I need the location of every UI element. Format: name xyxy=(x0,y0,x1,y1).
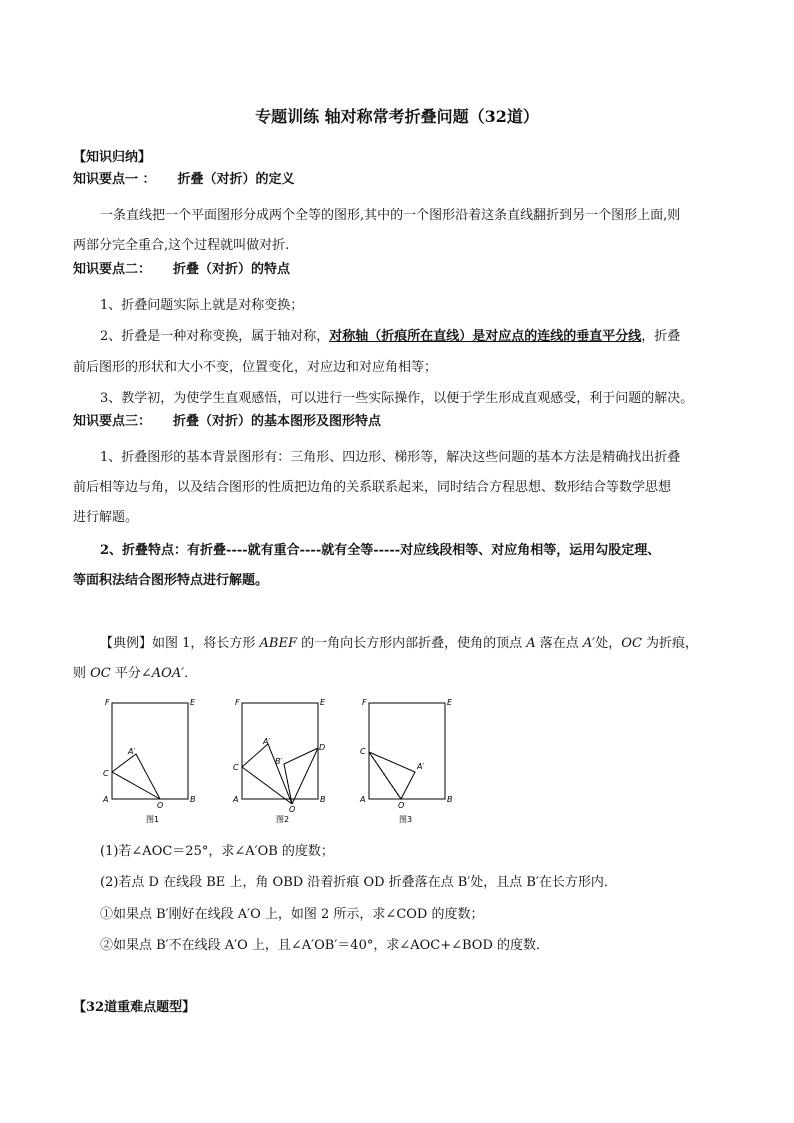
example-line-1 xyxy=(100,632,698,651)
label-C: C xyxy=(103,769,109,778)
example-text-f: 则 xyxy=(73,666,91,681)
example-oc-2: OC xyxy=(90,666,111,681)
definition-line-2: 两部分完全重合,这个过程就叫做对折. xyxy=(73,238,290,253)
label-E: E xyxy=(447,698,453,707)
example-text-d: 处， xyxy=(595,636,622,651)
label-B-prime: B′ xyxy=(275,757,283,766)
example-angle: AOA′ xyxy=(151,666,185,681)
label-F: F xyxy=(235,698,240,707)
figure-2 xyxy=(230,692,330,827)
point-2-title: 折叠（对折）的特点 xyxy=(173,262,291,277)
knowledge-point-1 xyxy=(73,168,295,187)
label-A-prime: A′ xyxy=(417,762,425,771)
example-text-a: 【典例】如图 1，将长方形 xyxy=(100,636,260,651)
example-rect: ABEF xyxy=(259,636,297,651)
example-text-h: ． xyxy=(184,666,198,681)
page-title: 专题训练 轴对称常考折叠问题（32道） xyxy=(255,107,539,126)
example-text-e: 为折痕， xyxy=(641,636,699,651)
figure-2-caption: 图2 xyxy=(276,815,290,824)
label-C: C xyxy=(233,763,239,772)
example-oc: OC xyxy=(621,636,642,651)
knowledge-point-2 xyxy=(73,258,290,277)
point-1-title: 折叠（对折）的定义 xyxy=(177,172,295,187)
label-E: E xyxy=(320,698,326,707)
figure-3-caption: 图3 xyxy=(399,815,413,824)
label-B: B xyxy=(190,795,196,804)
label-F: F xyxy=(105,698,110,707)
example-text-b: 的一角向长方形内部折叠，使角的顶点 xyxy=(297,636,527,651)
label-O: O xyxy=(289,805,296,814)
label-A: A xyxy=(233,795,239,804)
label-F: F xyxy=(362,698,367,707)
feature-2-cont: 前后图形的形状和大小不变，位置变化，对应边和对应角相等； xyxy=(73,360,438,375)
feature-3: 3、教学初，为使学生直观感悟，可以进行一些实际操作，以便于学生形成直观感受，利于问题的解决。 xyxy=(100,391,694,406)
point-1-label: 知识要点一 ： xyxy=(73,172,156,187)
question-1: (1)若∠AOC＝25°，求∠A′OB 的度数； xyxy=(100,844,334,859)
fold-feature-line-1 xyxy=(100,539,660,558)
label-A-prime: A′ xyxy=(263,737,271,746)
question-2: (2)若点 D 在线段 BE 上，角 OBD 沿着折痕 OD 折叠落在点 B′处，且点 B′在长方形内． xyxy=(100,875,617,890)
example-line-2 xyxy=(73,662,197,681)
knowledge-point-3 xyxy=(73,410,381,429)
question-2-2: ②如果点 B′不在线段 A′O 上，且∠A′OB′＝40°，求∠AOC+∠BOD 的度数． xyxy=(100,938,550,953)
feature-1: 1、折叠问题实际上就是对称变换； xyxy=(100,298,304,313)
point-2-label: 知识要点二： xyxy=(73,262,152,277)
feature-2-text: 2、折叠是一种对称变换，属于轴对称， xyxy=(100,329,330,344)
label-O: O xyxy=(398,801,405,810)
figure-1-caption: 图1 xyxy=(146,815,160,824)
basic-line-1: 1、折叠图形的基本背景图形有：三角形、四边形、梯形等，解决这些问题的基本方法是精确找出折叠 xyxy=(100,450,681,465)
basic-line-3: 进行解题。 xyxy=(73,510,139,525)
footer-header: 【32道重难点题型】 xyxy=(73,1000,196,1015)
fold-feature-line-2: 等面积法结合图形特点进行解题。 xyxy=(73,573,269,588)
question-2-1: ①如果点 B′刚好在线段 A′O 上，如图 2 所示，求∠COD 的度数； xyxy=(100,907,484,922)
label-B: B xyxy=(447,795,453,804)
point-3-label: 知识要点三： xyxy=(73,414,152,429)
example-text-g: 平分∠ xyxy=(110,666,152,681)
label-C: C xyxy=(360,747,366,756)
label-B: B xyxy=(320,795,326,804)
label-O: O xyxy=(157,801,164,810)
example-point-a: A xyxy=(526,636,536,651)
fold-feature-label: 2、折叠特点： xyxy=(100,543,188,558)
point-3-title: 折叠（对折）的基本图形及图形特点 xyxy=(173,414,382,429)
knowledge-header: 【知识归纳】 xyxy=(73,150,152,165)
feature-2-emphasis: 对称轴（折痕所在直线）是对应点的连线的垂直平分线 xyxy=(329,329,642,344)
figure-1 xyxy=(100,692,200,827)
label-A-prime: A′ xyxy=(128,747,136,756)
feature-2-tail: ，折叠 xyxy=(641,329,681,344)
label-A: A xyxy=(360,795,366,804)
feature-2 xyxy=(100,325,680,344)
label-E: E xyxy=(190,698,196,707)
definition-line-1: 一条直线把一个平面图形分成两个全等的图形,其中的一个图形沿着这条直线翻折到另一个图形上面,则 xyxy=(100,208,681,223)
label-A: A xyxy=(103,795,109,804)
basic-line-2: 前后相等边与角，以及结合图形的性质把边角的关系联系起来，同时结合方程思想、数形结合等数学思想 xyxy=(73,480,672,495)
label-D: D xyxy=(319,743,326,752)
example-text-c: 落在点 xyxy=(535,636,583,651)
figure-3 xyxy=(357,692,457,827)
fold-feature-text: 有折叠----就有重合----就有全等-----对应线段相等、对应角相等，运用勾股定理、 xyxy=(187,543,661,558)
example-point-a2: A′ xyxy=(582,636,596,651)
